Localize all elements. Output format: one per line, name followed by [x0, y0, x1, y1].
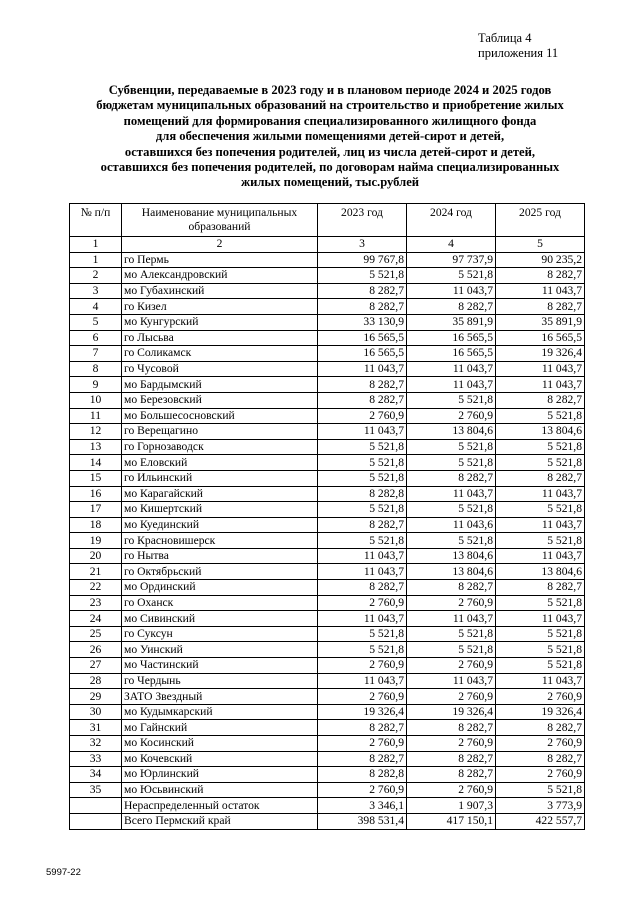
table-row [70, 424, 585, 440]
value-2024: 16 565,5 [407, 346, 496, 362]
municipality-name: мо Уинский [122, 642, 318, 658]
value-2025: 16 565,5 [496, 330, 585, 346]
municipality-name: го Чусовой [122, 361, 318, 377]
table-row [70, 346, 585, 362]
value-2025: 8 282,7 [496, 470, 585, 486]
value-2023: 11 043,7 [318, 548, 407, 564]
row-number: 21 [70, 564, 122, 580]
row-number: 3 [70, 283, 122, 299]
value-2023: 8 282,8 [318, 767, 407, 783]
value-2025: 35 891,9 [496, 314, 585, 330]
value-2023: 2 760,9 [318, 736, 407, 752]
municipality-name: мо Юрлинский [122, 767, 318, 783]
value-2025: 19 326,4 [496, 346, 585, 362]
value-2023: 5 521,8 [318, 502, 407, 518]
row-number: 29 [70, 689, 122, 705]
value-2024: 8 282,7 [407, 751, 496, 767]
row-number: 25 [70, 626, 122, 642]
row-number: 1 [70, 252, 122, 268]
column-number: 2 [122, 237, 318, 253]
municipality-name: го Пермь [122, 252, 318, 268]
value-2024: 11 043,7 [407, 283, 496, 299]
row-number: 17 [70, 502, 122, 518]
municipality-name: мо Кунгурский [122, 314, 318, 330]
table-row [70, 252, 585, 268]
value-2025: 90 235,2 [496, 252, 585, 268]
row-number: 31 [70, 720, 122, 736]
value-2025: 8 282,7 [496, 392, 585, 408]
row-number: 7 [70, 346, 122, 362]
table-row [70, 626, 585, 642]
value-2025: 5 521,8 [496, 439, 585, 455]
table-row [70, 720, 585, 736]
row-number: 12 [70, 424, 122, 440]
municipality-name: мо Сивинский [122, 611, 318, 627]
municipality-name: Нераспределенный остаток [122, 798, 318, 814]
value-2025: 5 521,8 [496, 595, 585, 611]
row-number: 20 [70, 548, 122, 564]
value-2023: 8 282,7 [318, 751, 407, 767]
municipality-name: мо Частинский [122, 658, 318, 674]
value-2023: 11 043,7 [318, 361, 407, 377]
table-row [70, 751, 585, 767]
table-row [70, 611, 585, 627]
municipality-name: мо Александровский [122, 268, 318, 284]
row-number: 18 [70, 517, 122, 533]
table-row [70, 517, 585, 533]
value-2025: 19 326,4 [496, 704, 585, 720]
row-number: 13 [70, 439, 122, 455]
column-number: 4 [407, 237, 496, 253]
value-2025: 8 282,7 [496, 720, 585, 736]
municipality-name: го Оханск [122, 595, 318, 611]
value-2024: 1 907,3 [407, 798, 496, 814]
header-2024: 2024 год [407, 204, 496, 237]
value-2024: 13 804,6 [407, 548, 496, 564]
value-2025: 8 282,7 [496, 580, 585, 596]
municipality-name: го Горнозаводск [122, 439, 318, 455]
value-2023: 8 282,7 [318, 720, 407, 736]
value-2025: 5 521,8 [496, 626, 585, 642]
table-row [70, 314, 585, 330]
row-number [70, 798, 122, 814]
value-2023: 8 282,7 [318, 392, 407, 408]
table-row [70, 502, 585, 518]
value-2024: 2 760,9 [407, 689, 496, 705]
row-number: 22 [70, 580, 122, 596]
value-2024: 2 760,9 [407, 408, 496, 424]
table-row [70, 673, 585, 689]
value-2025: 5 521,8 [496, 782, 585, 798]
value-2024: 11 043,7 [407, 611, 496, 627]
table-row [70, 533, 585, 549]
row-number: 34 [70, 767, 122, 783]
value-2024: 5 521,8 [407, 502, 496, 518]
municipality-name: мо Карагайский [122, 486, 318, 502]
value-2024: 11 043,7 [407, 486, 496, 502]
value-2025: 11 043,7 [496, 673, 585, 689]
value-2024: 5 521,8 [407, 455, 496, 471]
value-2023: 19 326,4 [318, 704, 407, 720]
value-2023: 3 346,1 [318, 798, 407, 814]
value-2024: 2 760,9 [407, 595, 496, 611]
value-2024: 5 521,8 [407, 268, 496, 284]
value-2023: 11 043,7 [318, 564, 407, 580]
municipality-name: ЗАТО Звездный [122, 689, 318, 705]
value-2025: 5 521,8 [496, 408, 585, 424]
municipality-name: мо Кочевский [122, 751, 318, 767]
title-line: бюджетам муниципальных образований на строительство и приобретение жилых [96, 98, 564, 113]
value-2023: 11 043,7 [318, 611, 407, 627]
table-row [70, 455, 585, 471]
municipality-name: го Верещагино [122, 424, 318, 440]
value-2024: 5 521,8 [407, 642, 496, 658]
value-2023: 8 282,7 [318, 517, 407, 533]
table-caption-corner [478, 31, 608, 61]
value-2023: 2 760,9 [318, 658, 407, 674]
value-2024: 5 521,8 [407, 533, 496, 549]
value-2024: 11 043,7 [407, 377, 496, 393]
table-header-row [70, 204, 585, 237]
value-2025: 2 760,9 [496, 736, 585, 752]
value-2025: 8 282,7 [496, 751, 585, 767]
title-line: помещений для формирования специализированного жилищного фонда [123, 113, 537, 128]
header-2023: 2023 год [318, 204, 407, 237]
column-number: 3 [318, 237, 407, 253]
value-2024: 5 521,8 [407, 626, 496, 642]
table-row [70, 782, 585, 798]
value-2023: 5 521,8 [318, 268, 407, 284]
table-row [70, 564, 585, 580]
municipality-name: мо Юсьвинский [122, 782, 318, 798]
value-2025: 8 282,7 [496, 299, 585, 315]
value-2024: 2 760,9 [407, 736, 496, 752]
table-number-label: Таблица 4 [478, 31, 532, 45]
municipality-name: го Кизел [122, 299, 318, 315]
value-2025: 13 804,6 [496, 564, 585, 580]
value-2024: 11 043,6 [407, 517, 496, 533]
row-number: 23 [70, 595, 122, 611]
document-code: 5997-22 [46, 867, 81, 878]
table-row [70, 813, 585, 829]
column-number: 1 [70, 237, 122, 253]
value-2025: 3 773,9 [496, 798, 585, 814]
table-row [70, 408, 585, 424]
value-2024: 2 760,9 [407, 782, 496, 798]
municipality-name: мо Косинский [122, 736, 318, 752]
value-2023: 2 760,9 [318, 408, 407, 424]
table-row [70, 392, 585, 408]
row-number: 28 [70, 673, 122, 689]
value-2025: 11 043,7 [496, 377, 585, 393]
value-2024: 8 282,7 [407, 299, 496, 315]
value-2025: 5 521,8 [496, 642, 585, 658]
value-2023: 8 282,7 [318, 377, 407, 393]
value-2025: 11 043,7 [496, 611, 585, 627]
value-2025: 5 521,8 [496, 658, 585, 674]
table-row [70, 283, 585, 299]
value-2025: 2 760,9 [496, 767, 585, 783]
value-2024: 5 521,8 [407, 392, 496, 408]
value-2024: 35 891,9 [407, 314, 496, 330]
row-number: 5 [70, 314, 122, 330]
value-2023: 2 760,9 [318, 689, 407, 705]
value-2025: 11 043,7 [496, 283, 585, 299]
table-row [70, 377, 585, 393]
value-2024: 5 521,8 [407, 439, 496, 455]
row-number: 33 [70, 751, 122, 767]
municipality-name: го Суксун [122, 626, 318, 642]
municipality-name: мо Бардымский [122, 377, 318, 393]
value-2023: 5 521,8 [318, 642, 407, 658]
row-number: 6 [70, 330, 122, 346]
row-number: 2 [70, 268, 122, 284]
table-row [70, 330, 585, 346]
row-number: 15 [70, 470, 122, 486]
municipality-name: мо Ординский [122, 580, 318, 596]
row-number [70, 813, 122, 829]
value-2024: 8 282,7 [407, 720, 496, 736]
municipality-name: мо Березовский [122, 392, 318, 408]
value-2023: 5 521,8 [318, 626, 407, 642]
value-2023: 5 521,8 [318, 439, 407, 455]
table-row [70, 642, 585, 658]
value-2024: 11 043,7 [407, 361, 496, 377]
value-2023: 33 130,9 [318, 314, 407, 330]
value-2025: 8 282,7 [496, 268, 585, 284]
value-2023: 5 521,8 [318, 533, 407, 549]
municipality-name: го Ильинский [122, 470, 318, 486]
row-number: 14 [70, 455, 122, 471]
value-2023: 398 531,4 [318, 813, 407, 829]
value-2024: 11 043,7 [407, 673, 496, 689]
value-2024: 8 282,7 [407, 767, 496, 783]
table-row [70, 470, 585, 486]
subsidies-table [69, 203, 585, 830]
table-row [70, 548, 585, 564]
value-2024: 19 326,4 [407, 704, 496, 720]
table-row [70, 767, 585, 783]
title-line: Субвенции, передаваемые в 2023 году и в плановом периоде 2024 и 2025 годов [108, 83, 552, 97]
header-name: Наименование муниципальных образований [122, 204, 318, 237]
row-number: 32 [70, 736, 122, 752]
appendix-label: приложения 11 [478, 46, 559, 60]
value-2025: 11 043,7 [496, 361, 585, 377]
value-2023: 11 043,7 [318, 424, 407, 440]
value-2025: 11 043,7 [496, 517, 585, 533]
table-row [70, 299, 585, 315]
row-number: 4 [70, 299, 122, 315]
table-row [70, 704, 585, 720]
value-2023: 8 282,7 [318, 299, 407, 315]
municipality-name: мо Гайнский [122, 720, 318, 736]
value-2023: 16 565,5 [318, 330, 407, 346]
value-2023: 8 282,8 [318, 486, 407, 502]
title-line: оставшихся без попечения родителей, по договорам найма специализированных [100, 160, 560, 175]
table-row [70, 798, 585, 814]
value-2024: 97 737,9 [407, 252, 496, 268]
row-number: 10 [70, 392, 122, 408]
municipality-name: мо Еловский [122, 455, 318, 471]
row-number: 9 [70, 377, 122, 393]
title-line: жилых помещений, тыс.рублей [240, 175, 420, 190]
municipality-name: мо Куединский [122, 517, 318, 533]
title-line: для обеспечения жилыми помещениями детей-сирот и детей, [155, 129, 505, 144]
value-2024: 13 804,6 [407, 564, 496, 580]
table-row [70, 439, 585, 455]
row-number: 24 [70, 611, 122, 627]
value-2023: 11 043,7 [318, 673, 407, 689]
column-number: 5 [496, 237, 585, 253]
municipality-name: го Соликамск [122, 346, 318, 362]
value-2025: 422 557,7 [496, 813, 585, 829]
municipality-name: Всего Пермский край [122, 813, 318, 829]
value-2024: 8 282,7 [407, 470, 496, 486]
header-2025: 2025 год [496, 204, 585, 237]
table-row [70, 689, 585, 705]
value-2023: 8 282,7 [318, 580, 407, 596]
value-2025: 5 521,8 [496, 455, 585, 471]
value-2025: 5 521,8 [496, 502, 585, 518]
table-row [70, 736, 585, 752]
header-num: № п/п [70, 204, 122, 237]
value-2023: 2 760,9 [318, 782, 407, 798]
table-row [70, 580, 585, 596]
municipality-name: мо Большесосновский [122, 408, 318, 424]
table-row [70, 268, 585, 284]
table-row [70, 486, 585, 502]
value-2024: 8 282,7 [407, 580, 496, 596]
table-row [70, 361, 585, 377]
table-row [70, 595, 585, 611]
municipality-name: го Красновишерск [122, 533, 318, 549]
row-number: 19 [70, 533, 122, 549]
document-title [60, 83, 600, 191]
value-2023: 5 521,8 [318, 470, 407, 486]
title-line: оставшихся без попечения родителей, лиц из числа детей-сирот и детей, [124, 144, 536, 159]
row-number: 16 [70, 486, 122, 502]
municipality-name: го Лысьва [122, 330, 318, 346]
value-2025: 11 043,7 [496, 548, 585, 564]
row-number: 35 [70, 782, 122, 798]
municipality-name: мо Губахинский [122, 283, 318, 299]
value-2024: 16 565,5 [407, 330, 496, 346]
municipality-name: мо Кишертский [122, 502, 318, 518]
column-numbers-row [70, 237, 585, 253]
municipality-name: го Нытва [122, 548, 318, 564]
row-number: 11 [70, 408, 122, 424]
value-2024: 2 760,9 [407, 658, 496, 674]
value-2025: 11 043,7 [496, 486, 585, 502]
row-number: 8 [70, 361, 122, 377]
table-row [70, 658, 585, 674]
municipality-name: мо Кудымкарский [122, 704, 318, 720]
municipality-name: го Чердынь [122, 673, 318, 689]
municipality-name: го Октябрьский [122, 564, 318, 580]
row-number: 30 [70, 704, 122, 720]
value-2023: 2 760,9 [318, 595, 407, 611]
value-2023: 8 282,7 [318, 283, 407, 299]
row-number: 26 [70, 642, 122, 658]
value-2024: 417 150,1 [407, 813, 496, 829]
value-2025: 5 521,8 [496, 533, 585, 549]
value-2024: 13 804,6 [407, 424, 496, 440]
value-2023: 99 767,8 [318, 252, 407, 268]
row-number: 27 [70, 658, 122, 674]
value-2023: 5 521,8 [318, 455, 407, 471]
value-2023: 16 565,5 [318, 346, 407, 362]
value-2025: 2 760,9 [496, 689, 585, 705]
value-2025: 13 804,6 [496, 424, 585, 440]
